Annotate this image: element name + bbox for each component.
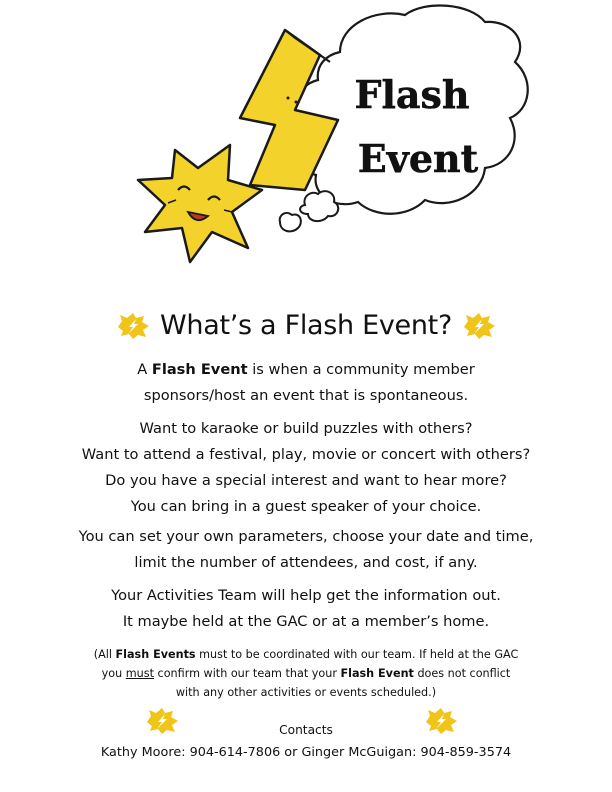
team-line: It maybe held at the GAC or at a member’s home. — [122, 613, 490, 630]
lightning-badge-icon — [462, 313, 496, 339]
intro-bold: Flash Event — [151, 361, 248, 378]
note-line-2 — [0, 664, 612, 683]
coordination-note — [0, 645, 612, 702]
note-text: confirm with our team that your — [154, 667, 341, 680]
bubble-title-line2: Event — [357, 136, 479, 181]
heading-row — [0, 308, 612, 344]
note-text: does not conflict — [413, 667, 511, 680]
intro-paragraph — [0, 357, 612, 409]
note-text: you — [101, 667, 126, 680]
note-line-1 — [0, 645, 612, 664]
intro-pre: A — [137, 361, 152, 378]
note-text: (All — [93, 648, 116, 661]
parameters-line: limit the number of attendees, and cost, if any. — [134, 554, 478, 571]
note-underline: must — [125, 667, 154, 680]
note-line-3: with any other activities or events scheduled.) — [175, 686, 437, 699]
note-text: must to be coordinated with our team. If held at the GAC — [195, 648, 519, 661]
parameters-paragraph — [0, 524, 612, 576]
lightning-badge-icon — [116, 313, 150, 339]
star-character — [138, 145, 262, 262]
contacts-line: Kathy Moore: 904-614-7806 or Ginger McGuigan: 904-859-3574 — [100, 745, 512, 760]
page-title: What’s a Flash Event? — [159, 310, 453, 341]
intro-post: is when a community member — [247, 361, 475, 378]
parameters-line: You can set your own parameters, choose your date and time, — [78, 528, 534, 545]
hero-illustration — [90, 0, 530, 300]
idea-line: Want to karaoke or build puzzles with others? — [139, 420, 473, 437]
note-bold: Flash Events — [115, 648, 196, 661]
ideas-paragraph — [0, 416, 612, 520]
note-bold: Flash Event — [340, 667, 414, 680]
flash-star-illustration — [90, 0, 530, 300]
contacts-label: Contacts — [279, 723, 333, 737]
idea-line: Do you have a special interest and want to hear more? — [105, 472, 507, 489]
bubble-title-line1: Flash — [354, 72, 470, 117]
intro-line-2: sponsors/host an event that is spontaneous. — [143, 387, 469, 404]
team-line: Your Activities Team will help get the information out. — [111, 587, 501, 604]
team-paragraph — [0, 583, 612, 635]
idea-line: Want to attend a festival, play, movie or concert with others? — [81, 446, 531, 463]
idea-line: You can bring in a guest speaker of your choice. — [130, 498, 482, 515]
intro-line-1 — [0, 357, 612, 383]
